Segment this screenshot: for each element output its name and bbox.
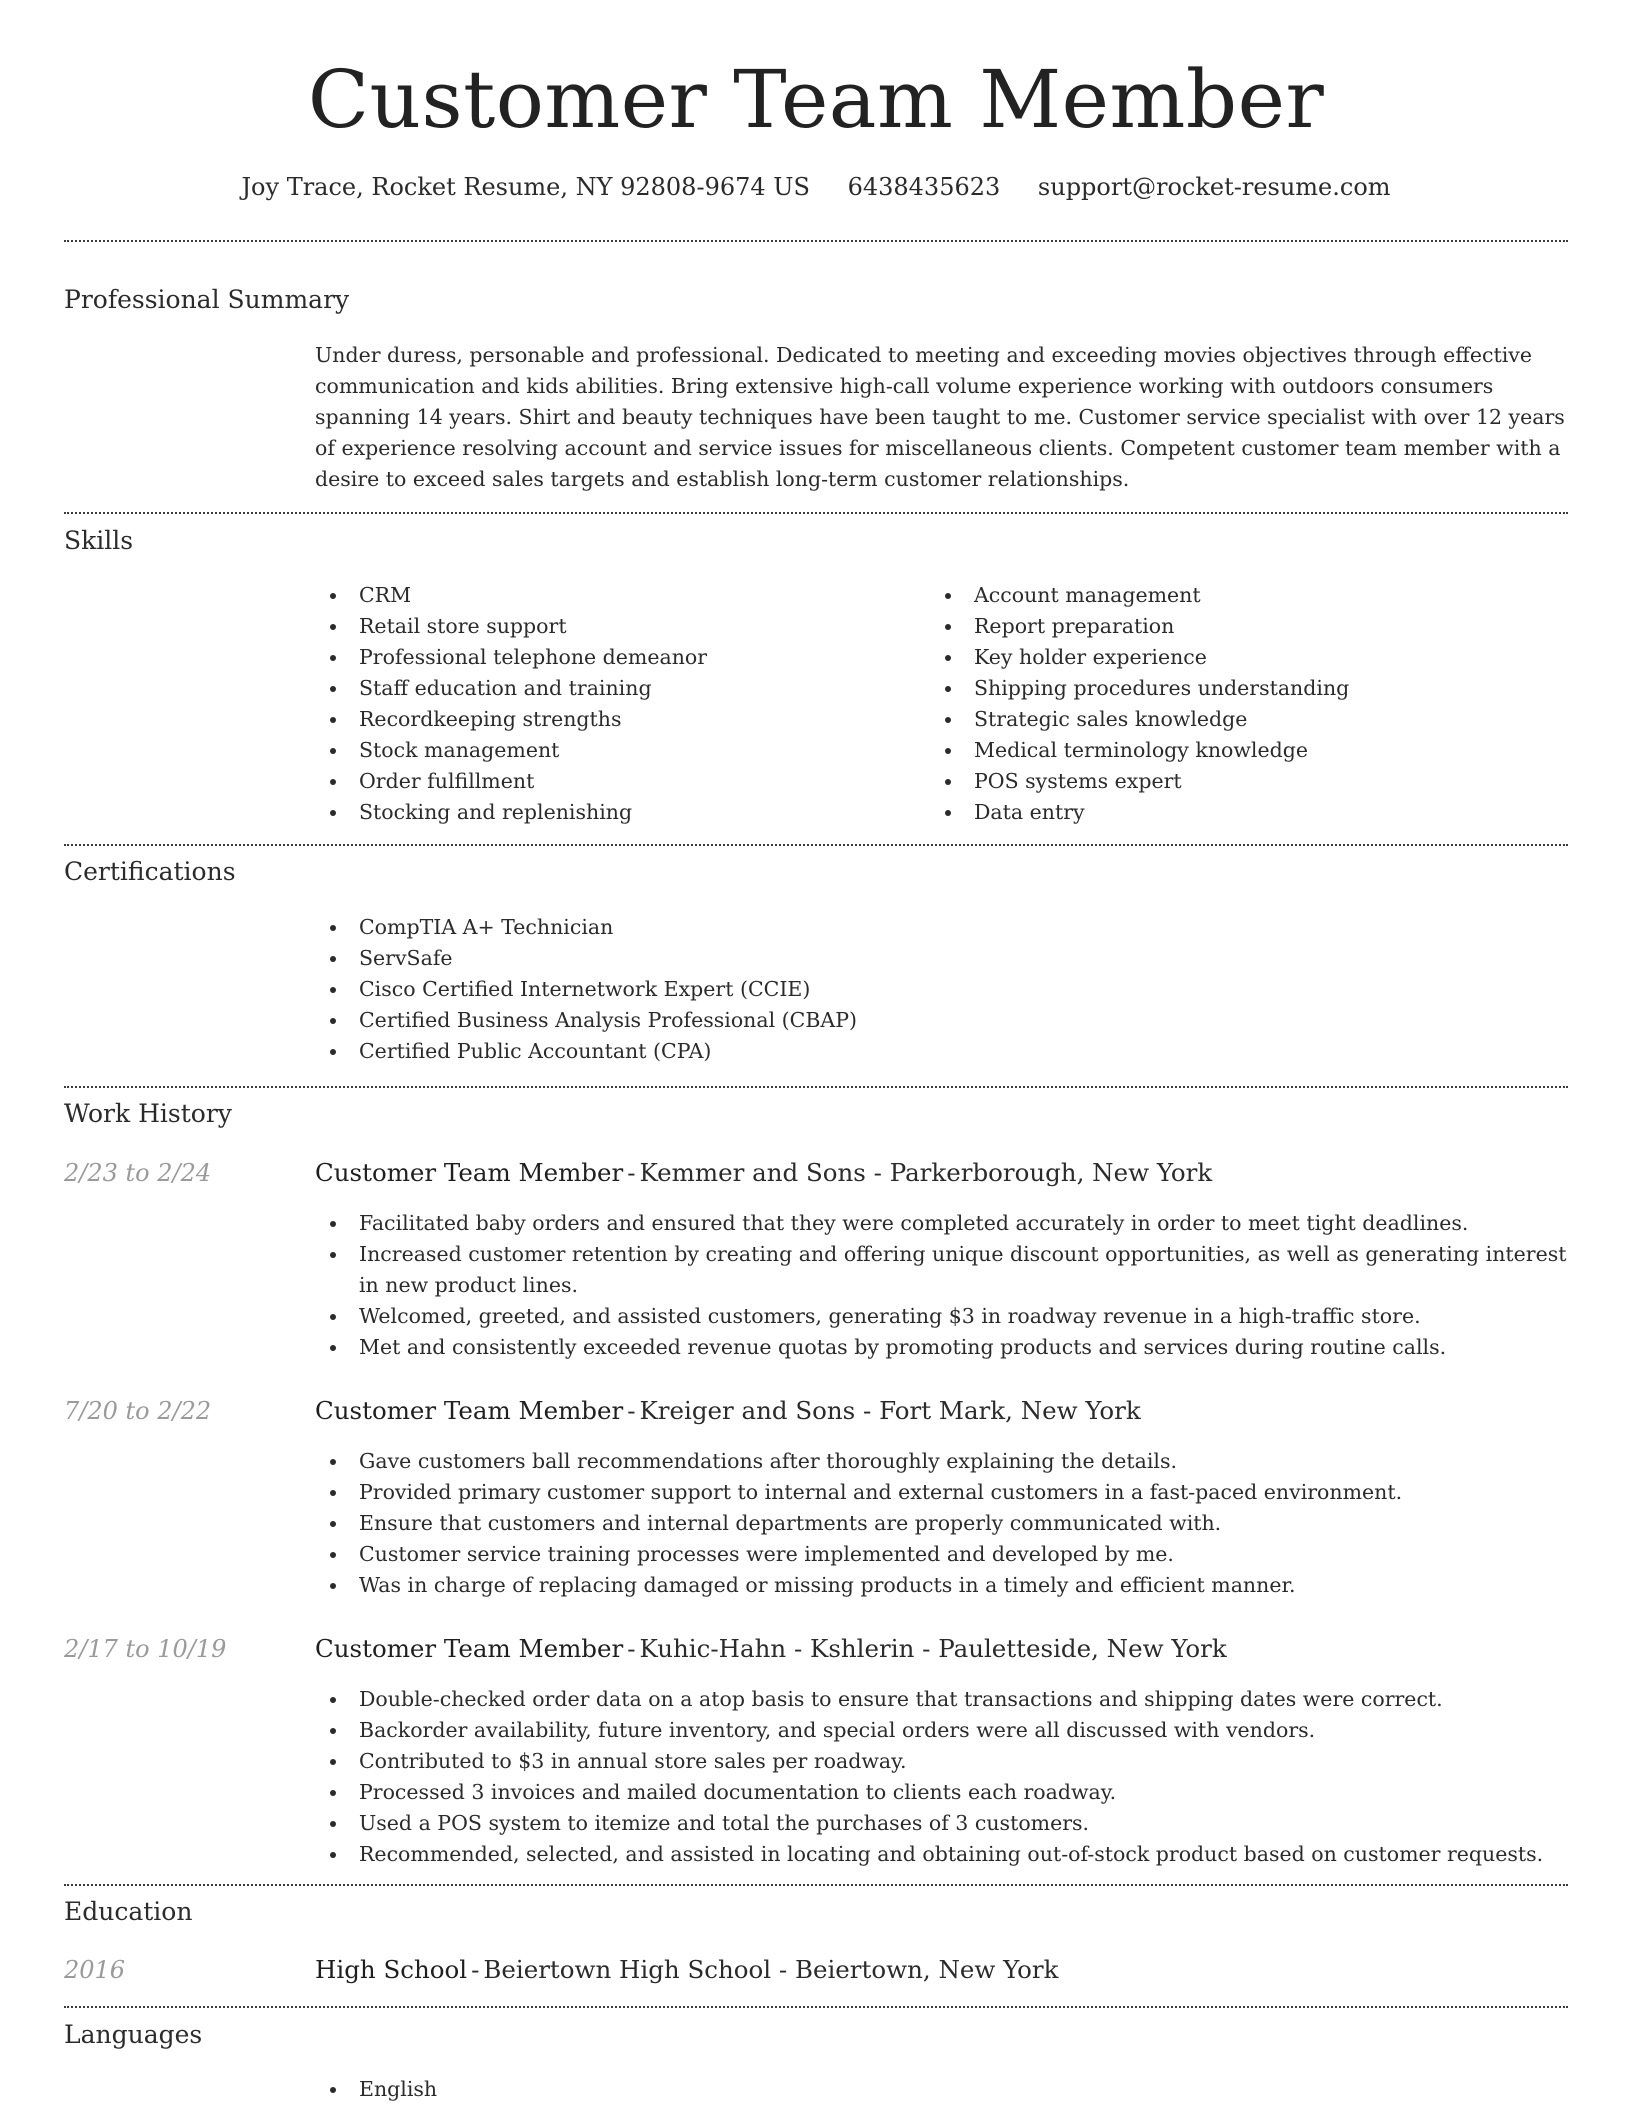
contact-line: [0, 170, 1632, 204]
section-heading-languages: Languages: [64, 2020, 203, 2049]
divider: [64, 512, 1568, 514]
skill-item: Order fulfillment: [315, 766, 915, 797]
section-heading-education: Education: [64, 1897, 193, 1926]
education-year: 2016: [64, 1956, 126, 1984]
job-details: Kemmer and Sons - Parkerborough, New York: [639, 1158, 1213, 1187]
divider: [64, 1884, 1568, 1886]
job-title: [315, 1395, 1141, 1427]
job-details: Kreiger and Sons - Fort Mark, New York: [639, 1396, 1141, 1425]
job-bullet: Provided primary customer support to internal and external customers in a fast-paced environment.: [315, 1477, 1570, 1508]
job-bullets: [315, 1684, 1570, 1870]
section-heading-certifications: Certifications: [64, 857, 236, 886]
job-bullet: Recommended, selected, and assisted in locating and obtaining out-of-stock product based on customer requests.: [315, 1839, 1570, 1870]
job-role: Customer Team Member: [315, 1396, 624, 1425]
job-separator: -: [627, 1158, 636, 1187]
certification-item: Certified Business Analysis Professional (CBAP): [315, 1005, 1565, 1036]
skill-item: Stocking and replenishing: [315, 797, 915, 828]
skill-item: Key holder experience: [930, 642, 1550, 673]
skill-item: Staff education and training: [315, 673, 915, 704]
job-bullet: Used a POS system to itemize and total the purchases of 3 customers.: [315, 1808, 1570, 1839]
job-role: Customer Team Member: [315, 1634, 624, 1663]
job-bullet: Increased customer retention by creating and offering unique discount opportunities, as well as generating interest in new product lines.: [315, 1239, 1570, 1301]
skill-item: POS systems expert: [930, 766, 1550, 797]
job-bullet: Double-checked order data on a atop basis to ensure that transactions and shipping dates were correct.: [315, 1684, 1570, 1715]
job-bullet: Processed 3 invoices and mailed documentation to clients each roadway.: [315, 1777, 1570, 1808]
certification-item: ServSafe: [315, 943, 1565, 974]
resume-title: Customer Team Member: [307, 53, 1325, 146]
skill-item: Retail store support: [315, 611, 915, 642]
skill-item: Professional telephone demeanor: [315, 642, 915, 673]
skill-item: Report preparation: [930, 611, 1550, 642]
job-bullet: Customer service training processes were implemented and developed by me.: [315, 1539, 1570, 1570]
job-bullet: Backorder availability, future inventory, and special orders were all discussed with vendors.: [315, 1715, 1570, 1746]
divider: [64, 240, 1568, 242]
job-bullet: Welcomed, greeted, and assisted customers, generating $3 in roadway revenue in a high-traffic store.: [315, 1301, 1570, 1332]
divider: [64, 1086, 1568, 1088]
job-separator: -: [627, 1396, 636, 1425]
divider: [64, 2006, 1568, 2008]
job-dates: 2/23 to 2/24: [64, 1159, 212, 1187]
education-details: Beiertown High School - Beiertown, New York: [483, 1955, 1059, 1984]
contact-email: support@rocket-resume.com: [1037, 173, 1391, 201]
skill-item: Strategic sales knowledge: [930, 704, 1550, 735]
skill-item: Account management: [930, 580, 1550, 611]
job-bullet: Was in charge of replacing damaged or missing products in a timely and efficient manner.: [315, 1570, 1570, 1601]
job-dates: 7/20 to 2/22: [64, 1397, 212, 1425]
job-title: [315, 1633, 1227, 1665]
skill-item: Data entry: [930, 797, 1550, 828]
language-item: English: [315, 2074, 1565, 2105]
job-bullets: [315, 1208, 1570, 1363]
job-bullet: Met and consistently exceeded revenue quotas by promoting products and services during routine calls.: [315, 1332, 1570, 1363]
skill-item: Recordkeeping strengths: [315, 704, 915, 735]
certifications-list: [315, 912, 1565, 1067]
section-heading-skills: Skills: [64, 526, 134, 555]
skills-list-right: [930, 580, 1550, 828]
certification-item: Cisco Certified Internetwork Expert (CCIE): [315, 974, 1565, 1005]
job-bullet: Ensure that customers and internal departments are properly communicated with.: [315, 1508, 1570, 1539]
job-title: [315, 1157, 1212, 1189]
contact-address: Joy Trace, Rocket Resume, NY 92808-9674 US: [241, 173, 810, 201]
certification-item: Certified Public Accountant (CPA): [315, 1036, 1565, 1067]
job-details: Kuhic-Hahn - Kshlerin - Pauletteside, New York: [639, 1634, 1227, 1663]
certification-item: CompTIA A+ Technician: [315, 912, 1565, 943]
skill-item: Shipping procedures understanding: [930, 673, 1550, 704]
job-bullets: [315, 1446, 1570, 1601]
skills-list-left: [315, 580, 915, 828]
section-heading-summary: Professional Summary: [64, 285, 350, 314]
skill-item: Medical terminology knowledge: [930, 735, 1550, 766]
summary-text: Under duress, personable and professional. Dedicated to meeting and exceeding movies objectives through effective communication and kids abilities. Bring extensive high-call volume experience working with outdoors consumers spanning 14 years. Shirt and beauty techniques have been taught to me. Customer service specialist with over 12 years of experience resolving account and service issues for miscellaneous clients. Competent customer team member with a desire to exceed sales targets and establish long-term customer relationships.: [315, 343, 1565, 491]
job-bullet: Gave customers ball recommendations after thoroughly explaining the details.: [315, 1446, 1570, 1477]
education-title: [315, 1954, 1059, 1986]
skill-item: Stock management: [315, 735, 915, 766]
education-degree: High School: [315, 1955, 468, 1984]
job-role: Customer Team Member: [315, 1158, 624, 1187]
job-separator: -: [627, 1634, 636, 1663]
job-dates: 2/17 to 10/19: [64, 1635, 227, 1663]
languages-list: [315, 2074, 1565, 2105]
job-bullet: Contributed to $3 in annual store sales per roadway.: [315, 1746, 1570, 1777]
skill-item: CRM: [315, 580, 915, 611]
section-heading-work-history: Work History: [64, 1099, 232, 1128]
divider: [64, 844, 1568, 846]
education-separator: -: [471, 1955, 480, 1984]
contact-phone: 6438435623: [847, 173, 1001, 201]
job-bullet: Facilitated baby orders and ensured that they were completed accurately in order to meet tight deadlines.: [315, 1208, 1570, 1239]
